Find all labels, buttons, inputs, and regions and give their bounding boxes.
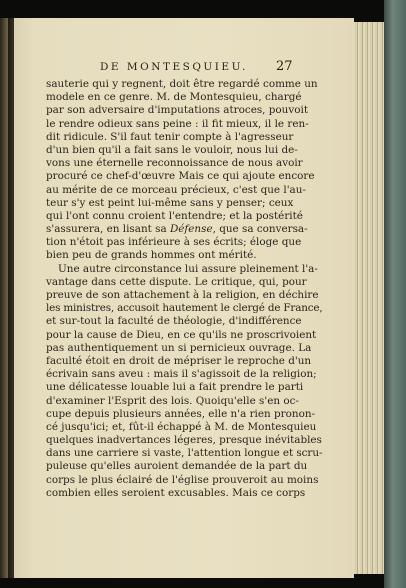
text-line: puleuse qu'elles auroient demandée de la part du: [46, 460, 308, 473]
running-head: DE MONTESQUIEU.: [100, 61, 248, 73]
text-line: combien elles seroient excusables. Mais ce corps: [46, 486, 306, 499]
text-line: le rendre odieux sans peine : il fit mieux, il le ren-: [46, 117, 309, 130]
text-line: qui l'ont connu croient l'entendre; et la postérité: [46, 209, 303, 222]
page-stack-edge: [350, 22, 388, 574]
text-line: les ministres, accusoit hautement le clergé de France,: [46, 302, 323, 315]
text-line: pour la cause de Dieu, en ce qu'ils ne proscrivoient: [46, 328, 317, 341]
text-line: pas authentiquement un si pernicieux ouvrage. La: [46, 341, 312, 354]
text-line: par son adversaire d'imputations atroces, pouvoit: [46, 104, 309, 117]
text-line: dit ridicule. S'il faut tenir compte à l'agresseur: [46, 130, 294, 143]
text-line: d'examiner l'Esprit des lois. Quoiqu'elle s'en oc-: [46, 394, 299, 407]
paragraph-start-line: Une autre circonstance lui assure pleinement l'a-: [58, 262, 318, 275]
text-line: procuré ce chef-d'œuvre Mais ce qui ajoute encore: [46, 170, 315, 183]
text-line: preuve de son attachement à la religion, en déchire: [46, 289, 319, 301]
book-cover-edge: [384, 0, 406, 588]
text-line: au mérite de ce morceau précieux, c'est que l'au-: [46, 183, 306, 196]
italic-title: Défense: [169, 223, 213, 236]
body-text: [46, 78, 322, 500]
text-line: quelques inadvertances légeres, presque inévitables: [46, 434, 322, 447]
text-line: teur s'y est peint lui-même sans y penser; ceux: [46, 196, 294, 209]
text-line: et sur-tout la faculté de théologie, d'indifférence: [46, 315, 302, 328]
text-line: d'un bien qu'il a fait sans le vouloir, nous lui de-: [46, 143, 298, 156]
text-line: vons une éternelle reconnoissance de nous avoir: [46, 157, 303, 170]
page-number: 27: [276, 59, 293, 74]
text-line: dans une carriere si vaste, l'attention longue et scru-: [46, 447, 323, 460]
text-segment: , que sa conversa-: [212, 223, 308, 236]
text-line: corps le plus éclairé de l'église prouveroit au moins: [46, 473, 319, 486]
book-page: [14, 18, 354, 578]
text-line: faculté étoit en droit de mépriser le reproche d'un: [46, 354, 312, 367]
text-line: sauterie qui y regnent, doit être regardé comme un: [46, 78, 318, 90]
text-line: écrivain sans aveu : mais il s'agissoit de la religion;: [46, 368, 317, 381]
text-line: bien peu de grands hommes ont mérité.: [46, 249, 257, 262]
text-line: cupe depuis plusieurs années, elle n'a rien pronon-: [46, 407, 316, 420]
text-line: tion n'étoit pas inférieure à ses écrits; éloge que: [46, 236, 302, 249]
text-segment: s'assurera, en lisant sa: [46, 223, 167, 236]
text-line: vantage dans cette dispute. Le critique, qui, pour: [46, 275, 307, 288]
text-line-with-italic: [46, 223, 322, 236]
text-line: modele en ce genre. M. de Montesquieu, chargé: [46, 91, 302, 104]
text-line: cé jusqu'ici; et, fût-il échappé à M. de Montesquieu: [46, 420, 317, 433]
text-line: une délicatesse louable lui a fait prendre le parti: [46, 381, 304, 394]
